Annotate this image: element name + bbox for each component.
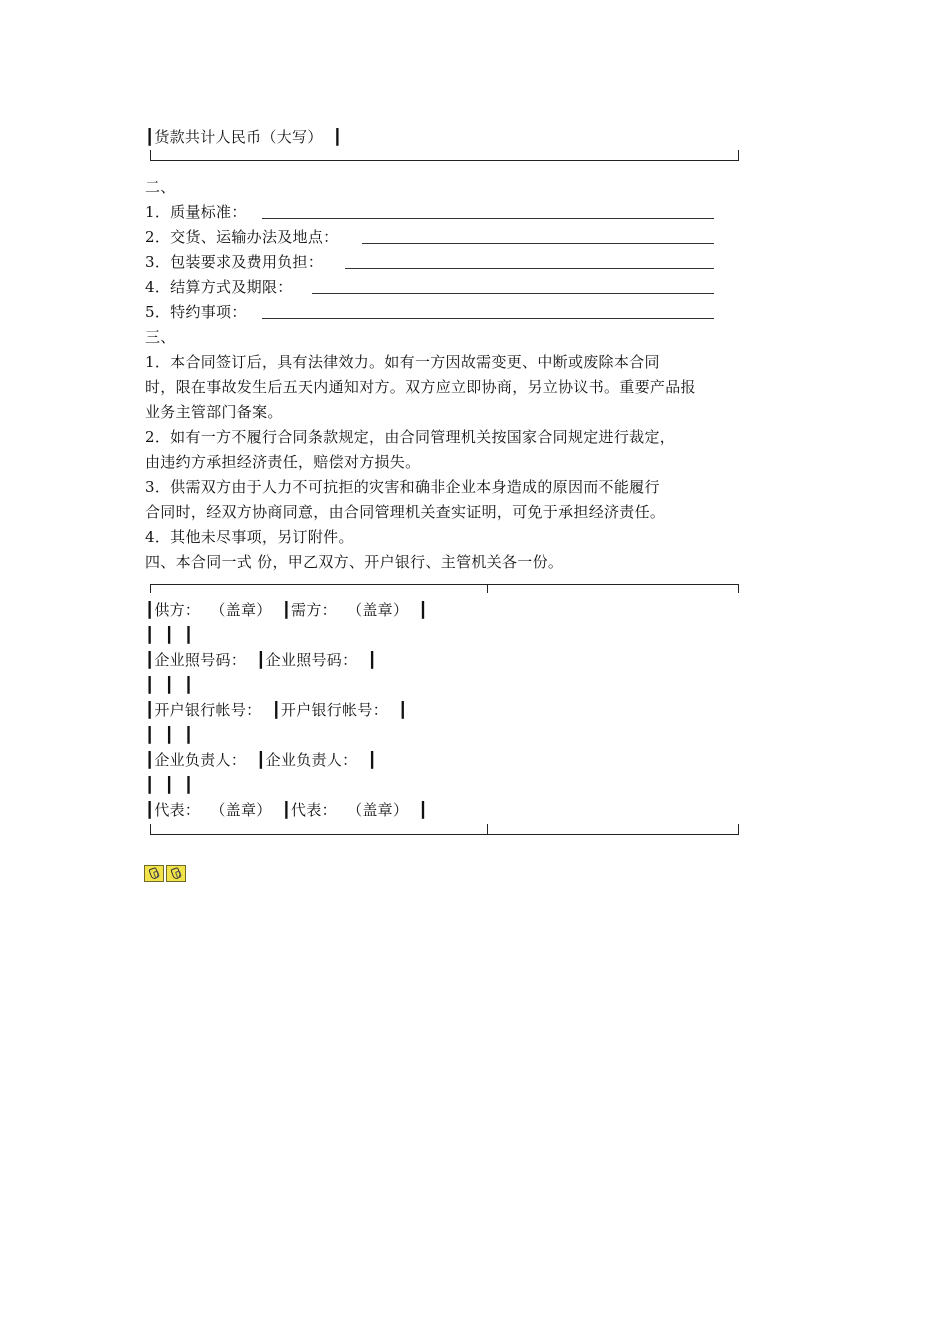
signature-table-bottom-border <box>150 834 739 835</box>
license-number-row: ┃企业照号码： ┃企业照号码： ┃ <box>145 651 377 669</box>
signature-table-corner <box>738 584 739 593</box>
settlement-blank <box>312 293 714 294</box>
section-two-heading: 二、 <box>145 178 176 196</box>
representative-row: ┃代表： （盖章） ┃代表： （盖章） ┃ <box>145 801 428 819</box>
signature-table-top-border <box>150 584 739 585</box>
delivery-method-label: 2．交货、运输办法及地点： <box>145 228 339 246</box>
signature-table-divider <box>487 584 488 593</box>
quality-standard-label: 1．质量标准： <box>145 203 247 221</box>
clause-line: 由违约方承担经济责任，赔偿对方损失。 <box>145 453 421 471</box>
signature-table-corner <box>738 824 739 835</box>
clause-line: 1．本合同签订后，具有法律效力。如有一方因故需变更、中断或废除本合同 <box>145 353 660 371</box>
section-three-heading: 三、 <box>145 328 176 346</box>
empty-table-row: ┃ ┃ ┃ <box>145 726 194 744</box>
clause-line: 合同时，经双方协商同意，由合同管理机关查实证明，可免于承担经济责任。 <box>145 503 666 521</box>
quality-standard-blank <box>262 218 714 219</box>
table-corner-right <box>738 150 739 161</box>
delivery-method-blank <box>362 243 714 244</box>
section-four-text: 四、本合同一式 份，甲乙双方、开户银行、主管机关各一份。 <box>145 553 564 571</box>
special-terms-blank <box>262 318 714 319</box>
supplier-buyer-row: ┃供方： （盖章） ┃需方： （盖章） ┃ <box>145 601 428 619</box>
clause-line: 3．供需双方由于人力不可抗拒的灾害和确非企业本身造成的原因而不能履行 <box>145 478 660 496</box>
table-corner-left <box>150 150 151 161</box>
table-bottom-border <box>150 160 739 161</box>
clause-line: 时，限在事故发生后五天内通知对方。双方应立即协商，另立协议书。重要产品报 <box>145 378 696 396</box>
signature-table-corner <box>150 584 151 593</box>
legal-person-row: ┃企业负责人： ┃企业负责人： ┃ <box>145 751 377 769</box>
packaging-blank <box>345 268 714 269</box>
empty-table-row: ┃ ┃ ┃ <box>145 776 194 794</box>
document-link-icon[interactable] <box>166 865 186 882</box>
clause-line: 2．如有一方不履行合同条款规定，由合同管理机关按国家合同规定进行裁定， <box>145 428 676 446</box>
special-terms-label: 5．特约事项： <box>145 303 247 321</box>
signature-table-corner <box>150 824 151 835</box>
bank-account-row: ┃开户银行帐号： ┃开户银行帐号： ┃ <box>145 701 408 719</box>
footer-icons <box>144 865 186 882</box>
signature-table-divider <box>487 824 488 835</box>
empty-table-row: ┃ ┃ ┃ <box>145 626 194 644</box>
clause-line: 4．其他未尽事项，另订附件。 <box>145 528 354 546</box>
document-link-icon[interactable] <box>144 865 164 882</box>
clause-line: 业务主管部门备案。 <box>145 403 283 421</box>
settlement-label: 4．结算方式及期限： <box>145 278 293 296</box>
empty-table-row: ┃ ┃ ┃ <box>145 676 194 694</box>
packaging-label: 3．包装要求及费用负担： <box>145 253 324 271</box>
payment-total-row: ┃货款共计人民币（大写） ┃ <box>145 128 343 146</box>
